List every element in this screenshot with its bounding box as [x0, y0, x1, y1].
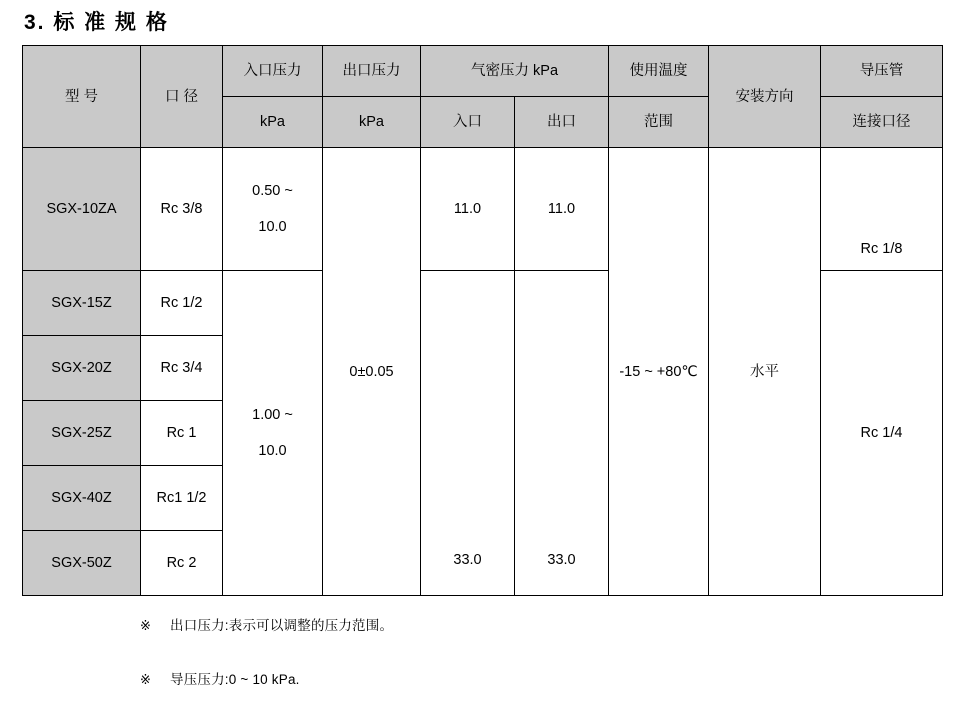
cell-inlet-pressure-top	[223, 148, 323, 271]
cell-bore: Rc 1	[141, 401, 223, 466]
cell-pilot-pipe-bottom: Rc 1/4	[821, 271, 943, 596]
cell-bore: Rc 2	[141, 531, 223, 596]
cell-bore: Rc1 1/2	[141, 466, 223, 531]
note-item	[140, 668, 964, 688]
cell-airtight-inlet-top: 11.0	[421, 148, 515, 271]
cell-model: SGX-25Z	[23, 401, 141, 466]
document-page	[0, 8, 964, 709]
note-text: 出口压力:表示可以调整的压力范围。	[170, 618, 394, 634]
cell-temperature-range: -15 ~ +80℃	[609, 148, 709, 596]
header-model: 型 号	[23, 46, 141, 148]
cell-inlet-pressure-bottom	[223, 271, 323, 596]
cell-model: SGX-40Z	[23, 466, 141, 531]
page-title: 3. 标 准 规 格	[24, 11, 169, 34]
inlet-pressure-bottom-line2: 10.0	[258, 443, 287, 460]
table-row	[23, 148, 943, 271]
header-pilot-pipe: 导压管	[821, 46, 943, 97]
cell-bore: Rc 1/2	[141, 271, 223, 336]
note-item	[140, 614, 964, 634]
note-mark-icon: ※	[140, 672, 151, 688]
cell-bore: Rc 3/4	[141, 336, 223, 401]
note-text: 导压压力:0 ~ 10 kPa.	[170, 672, 300, 688]
header-outlet-pressure: 出口压力	[323, 46, 421, 97]
header-pilot-pipe-sub: 连接口径	[821, 97, 943, 148]
header-bore: 口 径	[141, 46, 223, 148]
cell-model: SGX-10ZA	[23, 148, 141, 271]
specification-table	[22, 45, 943, 596]
table-body	[23, 148, 943, 596]
notes-section	[140, 614, 964, 688]
header-airtight-outlet: 出口	[515, 97, 609, 148]
header-airtight-pressure: 气密压力 kPa	[421, 46, 609, 97]
header-inlet-pressure-unit: kPa	[223, 97, 323, 148]
cell-outlet-pressure: 0±0.05	[323, 148, 421, 596]
header-airtight-inlet: 入口	[421, 97, 515, 148]
header-temperature: 使用温度	[609, 46, 709, 97]
table-header-row-1	[23, 46, 943, 97]
cell-pilot-pipe-top: Rc 1/8	[821, 148, 943, 271]
table-header	[23, 46, 943, 148]
inlet-pressure-bottom-line1: 1.00 ~	[252, 406, 293, 423]
cell-airtight-outlet-top: 11.0	[515, 148, 609, 271]
cell-model: SGX-20Z	[23, 336, 141, 401]
header-temperature-sub: 范围	[609, 97, 709, 148]
inlet-pressure-top-line2: 10.0	[258, 219, 287, 236]
cell-bore: Rc 3/8	[141, 148, 223, 271]
cell-model: SGX-50Z	[23, 531, 141, 596]
header-mounting-direction: 安装方向	[709, 46, 821, 148]
cell-mounting-direction: 水平	[709, 148, 821, 596]
inlet-pressure-top-line1: 0.50 ~	[252, 182, 293, 199]
cell-airtight-inlet-bottom: 33.0	[421, 271, 515, 596]
note-mark-icon: ※	[140, 618, 151, 634]
header-inlet-pressure: 入口压力	[223, 46, 323, 97]
cell-airtight-outlet-bottom: 33.0	[515, 271, 609, 596]
inlet-pressure-spacer	[226, 426, 319, 440]
inlet-pressure-spacer	[226, 202, 319, 216]
cell-model: SGX-15Z	[23, 271, 141, 336]
header-outlet-pressure-unit: kPa	[323, 97, 421, 148]
